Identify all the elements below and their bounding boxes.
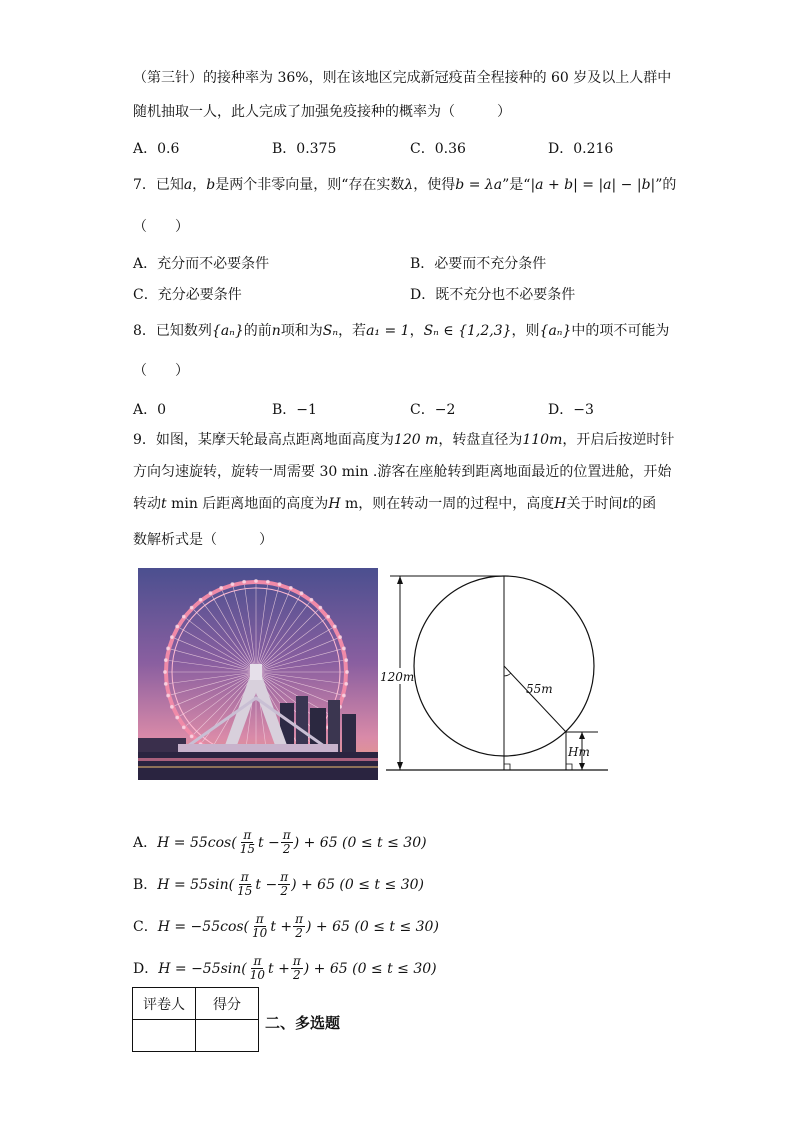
q9-line1 (133, 430, 674, 450)
q9-height: 120 m (393, 432, 439, 448)
formula-part: t − (257, 834, 280, 851)
q8-text: 项和为 (280, 323, 323, 339)
q6-option-b[interactable]: B．0.375 (272, 141, 337, 157)
q7-text: 是两个非零向量，则“存在实数 (215, 177, 405, 193)
fraction-num: π (240, 870, 249, 884)
q7-paren: （ ） (133, 219, 189, 235)
fraction-num: π (282, 828, 291, 842)
formula-part: H = 55sin( (157, 876, 235, 893)
wheel-cabin (163, 670, 166, 673)
formula-part: H = −55sin( (158, 960, 247, 977)
wheel-cabin (167, 647, 170, 650)
wheel-cabin (300, 592, 303, 595)
ferris-wheel-illustration (138, 568, 378, 780)
wheel-cabin (176, 716, 179, 719)
vector-a: a (183, 177, 193, 193)
wheel-cabin (231, 583, 234, 586)
option-label: D． (133, 960, 159, 977)
fraction (250, 913, 269, 940)
q8-text: 的前 (243, 323, 272, 339)
label-hm: Hm (568, 745, 590, 759)
q6-option-a[interactable]: A．0.6 (133, 141, 180, 157)
formula-part: ) + 65 (0 ≤ t ≤ 30) (293, 834, 427, 851)
wheel-cabin (333, 625, 336, 628)
fraction-den: 2 (295, 926, 303, 940)
fraction-den: 10 (252, 926, 268, 940)
wheel-cabin (278, 583, 281, 586)
score-cell[interactable] (196, 1020, 259, 1052)
q7-equation-2: |a + b| = |a| − |b| (530, 177, 656, 193)
option-label: C． (133, 918, 158, 935)
fraction (281, 829, 293, 856)
q9-option-b[interactable] (133, 871, 424, 898)
q9-text: ，开启后按逆时针 (562, 432, 675, 448)
var-n: n (271, 323, 281, 339)
fraction (278, 871, 290, 898)
wheel-cabin (319, 606, 322, 609)
q6-option-d[interactable]: D．0.216 (548, 141, 614, 157)
q7-option-b[interactable]: B．必要而不充分条件 (410, 256, 547, 272)
q9-text: 的函 (628, 496, 657, 512)
wheel-cabin (182, 726, 185, 729)
q9-option-a[interactable] (133, 829, 427, 856)
wheel-cabin (176, 625, 179, 628)
wheel-cabin (310, 598, 313, 601)
formula-part: ) + 65 (0 ≤ t ≤ 30) (306, 918, 439, 935)
wheel-cabin (254, 579, 257, 582)
q8-text: ，则 (511, 323, 540, 339)
var-sn: Sₙ (322, 323, 339, 339)
fraction-num: π (295, 912, 304, 926)
sequence-an: {aₙ} (539, 323, 572, 339)
wheel-cabin (164, 659, 167, 662)
formula-part: ) + 65 (0 ≤ t ≤ 30) (303, 960, 437, 977)
q6-option-c[interactable]: C．0.36 (410, 141, 466, 157)
fraction-num: π (292, 954, 301, 968)
fraction-den: 15 (239, 842, 255, 856)
var-t: t (161, 496, 167, 512)
q8-paren: （ ） (133, 363, 189, 379)
fraction-den: 2 (282, 842, 291, 856)
q7-text: ，使得 (413, 177, 456, 193)
wheel-cabin (167, 694, 170, 697)
q8-text: 8．已知数列 (133, 323, 212, 339)
formula-part: t − (255, 876, 278, 893)
fraction (248, 955, 267, 982)
fraction-num: π (280, 870, 289, 884)
ferris-wheel-diagram (380, 572, 612, 778)
fraction (235, 871, 254, 898)
q8-text: ，若 (338, 323, 367, 339)
fraction-num: π (253, 954, 262, 968)
q8-option-d[interactable]: D．−3 (548, 402, 594, 418)
wheel-cabin (342, 694, 345, 697)
wheel-cabin (345, 682, 348, 685)
wheel-cabin (164, 682, 167, 685)
fraction-den: 10 (249, 968, 266, 982)
q9-text: 关于时间 (566, 496, 623, 512)
formula-part: H = −55cos( (157, 918, 250, 935)
vector-b: b (206, 177, 216, 193)
formula-part: t + (268, 960, 290, 977)
wheel-cabin (345, 670, 348, 673)
q8-text: 中的项不可能为 (571, 323, 670, 339)
wheel-cabin (345, 659, 348, 662)
wheel-cabin (199, 598, 202, 601)
geometry-diagram (380, 572, 612, 778)
option-label: B． (133, 876, 158, 893)
q7-text: ”的 (655, 177, 677, 193)
score-table-header-score: 得分 (196, 988, 259, 1020)
wheel-cabin (182, 615, 185, 618)
wheel-cabin (170, 636, 173, 639)
fraction-den: 2 (292, 968, 301, 982)
wheel-cabin (327, 615, 330, 618)
q6-line1: （第三针）的接种率为 36%，则在该地区完成新冠疫苗全程接种的 60 岁及以上人群中 (133, 70, 672, 86)
q7-text: ”是“ (502, 177, 531, 193)
fraction-num: π (255, 912, 264, 926)
q9-line3 (133, 494, 656, 514)
q7-option-a[interactable]: A．充分而不必要条件 (133, 256, 270, 272)
fraction (293, 913, 305, 940)
wheel-cabin (342, 647, 345, 650)
wheel-cabin (190, 606, 193, 609)
q7-option-c[interactable]: C．充分必要条件 (133, 287, 242, 303)
q6-line2: 随机抽取一人，此人完成了加强免疫接种的概率为（ ） (133, 104, 511, 120)
q8-condition-a1: a₁ = 1 (366, 323, 410, 339)
q9-line4: 数解析式是（ ） (133, 532, 273, 548)
q9-text: m，则在转动一周的过程中，高度 (340, 496, 555, 512)
section-title: 二、多选题 (265, 1014, 341, 1032)
q9-option-d[interactable] (133, 955, 437, 982)
q9-text: 9．如图，某摩天轮最高点距离地面高度为 (133, 432, 394, 448)
formula-part: t + (270, 918, 293, 935)
score-table-header-grader: 评卷人 (133, 988, 196, 1020)
wheel-cabin (266, 580, 269, 583)
var-h: H (328, 496, 341, 512)
q7-option-d[interactable]: D．既不充分也不必要条件 (410, 287, 576, 303)
grader-cell[interactable] (133, 1020, 196, 1052)
q8-text: ， (409, 323, 424, 339)
q9-option-c[interactable] (133, 913, 439, 940)
q7-text: 7．已知 (133, 177, 184, 193)
q7-equation-1: b = λa (455, 177, 503, 193)
q8-option-b[interactable]: B．−1 (272, 402, 317, 418)
q8-condition-set: Sₙ ∈ {1,2,3} (423, 323, 512, 339)
q9-text: ，转盘直径为 (438, 432, 523, 448)
label-55m: 55m (526, 682, 553, 696)
wheel-cabin (338, 636, 341, 639)
formula-part: ) + 65 (0 ≤ t ≤ 30) (291, 876, 424, 893)
wheel-cabin (190, 735, 193, 738)
q9-text: min 后距离地面的高度为 (166, 496, 329, 512)
q8-stem (133, 321, 669, 341)
sequence-an: {aₙ} (211, 323, 244, 339)
q9-text: 转动 (133, 496, 161, 512)
wheel-cabin (220, 586, 223, 589)
ferris-wheel-photo (138, 568, 378, 780)
fraction-den: 15 (237, 884, 253, 898)
label-120m: 120m (380, 670, 415, 684)
q8-option-c[interactable]: C．−2 (410, 402, 456, 418)
wheel-cabin (243, 580, 246, 583)
q7-text: ， (192, 177, 207, 193)
wheel-cabin (170, 705, 173, 708)
q9-line2: 方向匀速旋转，旋转一周需要 30 min .游客在座舱转到距离地面最近的位置进舱，开始 (133, 464, 672, 480)
option-label: A． (133, 834, 158, 851)
formula-part: H = 55cos( (157, 834, 237, 851)
fraction (291, 955, 303, 982)
q9-diameter: 110m (522, 432, 563, 448)
fraction (238, 829, 257, 856)
q7-stem (133, 175, 676, 195)
wheel-cabin (209, 592, 212, 595)
wheel-cabin (289, 586, 292, 589)
fraction-num: π (243, 828, 252, 842)
lambda-symbol: λ (404, 177, 414, 193)
q8-option-a[interactable]: A．0 (133, 402, 167, 418)
var-h: H (554, 496, 567, 512)
fraction-den: 2 (280, 884, 288, 898)
score-table (132, 987, 259, 1052)
var-t: t (622, 496, 629, 512)
